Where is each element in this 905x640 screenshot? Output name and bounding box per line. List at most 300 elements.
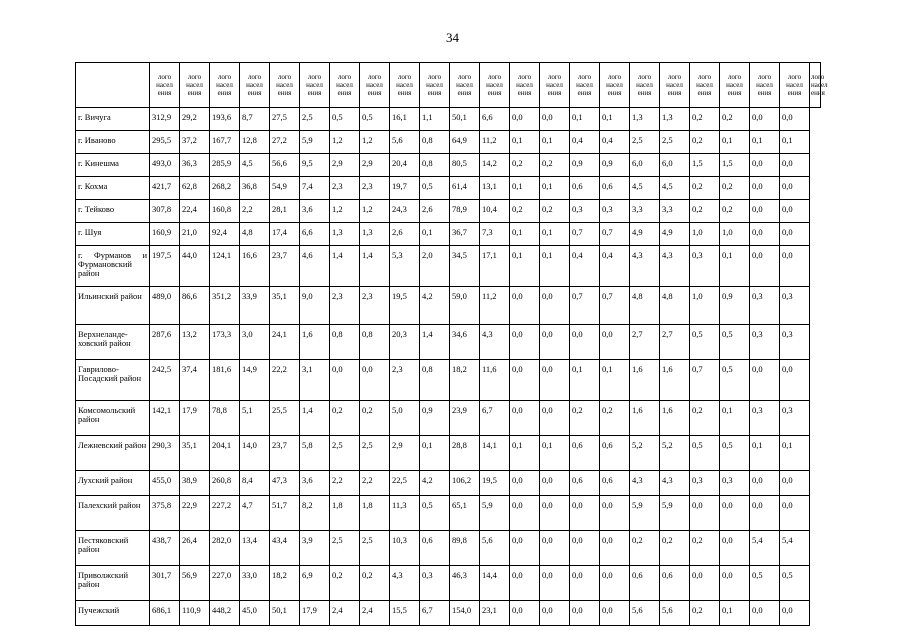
table-cell: 0,0 [510,325,540,360]
table-cell: 0,0 [750,246,780,287]
table-cell: 2,5 [630,131,660,154]
table-cell: 35,1 [270,287,300,325]
table-cell: 0,7 [600,287,630,325]
table-cell: 5,2 [660,436,690,471]
table-cell: 0,6 [600,471,630,496]
table-cell: 0,5 [720,325,750,360]
table-cell: 4,8 [240,223,270,246]
table-cell: 1,6 [660,401,690,436]
table-cell: 260,8 [210,471,240,496]
table-cell: 301,7 [150,566,180,601]
table-row [76,246,821,287]
table-cell: 268,2 [210,177,240,200]
table-cell: 5,9 [300,131,330,154]
table-cell: 6,0 [630,154,660,177]
table-cell: 5,1 [240,401,270,436]
table-cell: 0,3 [690,246,720,287]
table-cell: 0,2 [540,154,570,177]
table-row [76,200,821,223]
table-cell: 51,7 [270,496,300,531]
header-cell: лого насел ения [600,63,630,108]
table-cell: 312,9 [150,108,180,131]
table-cell: 0,0 [750,200,780,223]
table-cell: 0,8 [360,325,390,360]
table-cell: 0,5 [420,177,450,200]
table-cell: 0,3 [570,200,600,223]
table-cell: 0,5 [690,325,720,360]
table-cell: 0,1 [780,436,810,471]
table-cell: 0,0 [540,566,570,601]
table-cell: 5,3 [390,246,420,287]
table-cell: 46,3 [450,566,480,601]
table-header-row [76,63,821,108]
table-cell: 0,4 [570,131,600,154]
header-cell: лого насел ения [660,63,690,108]
table-cell: 0,2 [600,401,630,436]
table-cell: 8,7 [240,108,270,131]
table-cell: 1,2 [360,200,390,223]
table-cell: 5,0 [390,401,420,436]
table-cell: 14,0 [240,436,270,471]
table-cell: 0,2 [690,601,720,626]
table-cell: 0,4 [600,131,630,154]
table-cell: 11,6 [480,360,510,401]
table-cell: 1,8 [330,496,360,531]
table-cell: 5,6 [660,601,690,626]
table-cell: 295,5 [150,131,180,154]
header-cell: лого насел ения [690,63,720,108]
table-cell: 2,3 [390,360,420,401]
table-cell: 0,0 [780,246,810,287]
table-cell: 0,1 [510,131,540,154]
table-cell: 0,0 [780,471,810,496]
row-label: г. Тейково [76,200,150,223]
table-cell: 0,0 [510,401,540,436]
table-cell: 0,0 [600,325,630,360]
table-cell: 0,2 [360,401,390,436]
table-cell: 1,5 [720,154,750,177]
table-cell: 4,6 [300,246,330,287]
table-cell: 1,4 [360,246,390,287]
table-cell: 0,2 [690,177,720,200]
table-cell: 0,8 [420,360,450,401]
row-label: Палехский район [76,496,150,531]
table-cell: 0,0 [600,566,630,601]
table-row [76,360,821,401]
table-cell: 9,5 [300,154,330,177]
table-cell: 285,9 [210,154,240,177]
table-cell: 2,9 [360,154,390,177]
table-cell: 13,2 [180,325,210,360]
table-cell: 3,3 [630,200,660,223]
table-cell: 27,2 [270,131,300,154]
table-cell: 61,4 [450,177,480,200]
header-cell: лого насел ения [780,63,810,108]
data-table [75,62,828,626]
table-cell: 2,0 [420,246,450,287]
row-label: г. Иваново [76,131,150,154]
table-cell: 0,0 [750,177,780,200]
table-cell: 2,6 [420,200,450,223]
table-cell: 4,3 [660,471,690,496]
table-cell: 0,1 [510,246,540,287]
table-cell: 0,3 [420,566,450,601]
table-cell: 0,1 [510,177,540,200]
row-label: Приволжский район [76,566,150,601]
table-cell: 2,5 [330,531,360,566]
table-cell: 62,8 [180,177,210,200]
table-cell: 5,8 [300,436,330,471]
table-cell: 2,2 [330,471,360,496]
table-cell: 35,1 [180,436,210,471]
table-cell: 0,1 [750,131,780,154]
table-row [76,131,821,154]
table-cell: 3,9 [300,531,330,566]
table-cell: 0,0 [750,496,780,531]
table-cell: 0,0 [510,287,540,325]
table-cell: 5,6 [390,131,420,154]
table-cell: 2,4 [330,601,360,626]
table-cell: 0,8 [420,131,450,154]
table-cell: 2,2 [240,200,270,223]
table-cell: 154,0 [450,601,480,626]
table-cell: 2,9 [390,436,420,471]
table-cell: 37,4 [180,360,210,401]
table-cell: 124,1 [210,246,240,287]
table-cell: 0,1 [540,223,570,246]
table-cell: 0,1 [600,108,630,131]
table-cell: 438,7 [150,531,180,566]
row-label: Лухский район [76,471,150,496]
table-cell: 0,0 [540,401,570,436]
table-cell: 4,7 [240,496,270,531]
table-cell: 92,4 [210,223,240,246]
header-cell-name [76,63,150,108]
table-cell: 16,1 [390,108,420,131]
table-cell: 2,5 [360,531,390,566]
table-cell: 24,3 [390,200,420,223]
table-cell: 0,0 [780,223,810,246]
table-cell: 0,6 [660,566,690,601]
header-cell: лого насел ения [210,63,240,108]
table-cell: 0,2 [570,401,600,436]
table-cell: 0,9 [600,154,630,177]
table-cell: 0,1 [540,246,570,287]
table-cell: 19,5 [480,471,510,496]
table-cell: 493,0 [150,154,180,177]
table-cell: 1,2 [330,131,360,154]
table-cell: 43,4 [270,531,300,566]
table-cell: 4,3 [630,471,660,496]
table-row [76,601,821,626]
table-cell: 14,2 [480,154,510,177]
table-cell: 22,5 [390,471,420,496]
table-cell: 0,2 [690,108,720,131]
table-cell: 6,7 [420,601,450,626]
table-cell: 2,2 [360,471,390,496]
table-row [76,566,821,601]
table-cell: 14,4 [480,566,510,601]
table-cell: 18,2 [450,360,480,401]
table-cell: 3,6 [300,200,330,223]
table-cell: 0,7 [570,287,600,325]
table-cell: 1,3 [360,223,390,246]
table-cell: 36,3 [180,154,210,177]
table-cell: 0,8 [330,325,360,360]
table-cell: 0,0 [510,531,540,566]
table-cell: 0,1 [570,108,600,131]
table-cell: 0,2 [540,200,570,223]
table-cell: 64,9 [450,131,480,154]
table-cell: 0,2 [690,131,720,154]
table-cell: 1,6 [630,401,660,436]
header-cell: лого насел ения [360,63,390,108]
table-cell: 1,4 [420,325,450,360]
table-cell: 160,9 [150,223,180,246]
table-cell: 33,0 [240,566,270,601]
table-cell: 0,0 [570,496,600,531]
table-cell: 14,9 [240,360,270,401]
table-cell: 19,7 [390,177,420,200]
table-cell: 4,8 [630,287,660,325]
table-cell: 0,1 [540,177,570,200]
table-cell: 0,0 [360,360,390,401]
table-cell: 0,2 [510,154,540,177]
row-label: г. Кинешма [76,154,150,177]
table-cell: 2,7 [660,325,690,360]
table-cell: 2,3 [330,177,360,200]
table-cell: 0,2 [720,200,750,223]
table-cell: 227,2 [210,496,240,531]
table-cell: 59,0 [450,287,480,325]
table-cell: 0,1 [720,601,750,626]
table-cell: 1,1 [420,108,450,131]
table-cell: 16,6 [240,246,270,287]
table-cell: 1,4 [300,401,330,436]
table-cell: 0,3 [750,401,780,436]
table-cell: 8,4 [240,471,270,496]
table-row [76,108,821,131]
table-cell: 0,0 [540,496,570,531]
table-cell: 17,1 [480,246,510,287]
table-cell: 14,1 [480,436,510,471]
table-cell: 0,0 [540,360,570,401]
table-cell: 34,6 [450,325,480,360]
table-cell: 3,1 [300,360,330,401]
table-cell: 0,0 [570,325,600,360]
table-cell: 0,1 [540,436,570,471]
table-cell: 0,0 [570,566,600,601]
table-cell: 2,4 [360,601,390,626]
table-cell: 0,5 [720,436,750,471]
row-label: Верхнеланде-ховский район [76,325,150,360]
table-cell: 0,0 [510,496,540,531]
table-cell: 11,3 [390,496,420,531]
table-cell: 4,8 [660,287,690,325]
header-cell: лого насел ения [300,63,330,108]
table-cell: 0,5 [690,436,720,471]
table-cell: 0,0 [570,531,600,566]
table-cell: 7,3 [480,223,510,246]
table-cell: 33,9 [240,287,270,325]
row-label: г. Кохма [76,177,150,200]
table-cell: 2,9 [330,154,360,177]
table-cell: 78,9 [450,200,480,223]
table-cell: 0,3 [780,325,810,360]
table-cell: 28,1 [270,200,300,223]
table-cell: 0,7 [570,223,600,246]
table-cell: 0,6 [570,436,600,471]
table-cell: 29,2 [180,108,210,131]
table-cell: 0,0 [600,496,630,531]
header-cell: лого насел ения [480,63,510,108]
table-cell: 80,5 [450,154,480,177]
table-cell: 21,0 [180,223,210,246]
header-cell: лого насел ения [330,63,360,108]
table-cell: 227,0 [210,566,240,601]
table-cell: 86,6 [180,287,210,325]
table-cell: 1,6 [630,360,660,401]
table-cell: 6,9 [300,566,330,601]
table-cell: 0,1 [750,436,780,471]
table-row [76,401,821,436]
table-cell: 0,0 [720,566,750,601]
table-row [76,325,821,360]
table-cell: 13,4 [240,531,270,566]
table-cell: 17,9 [300,601,330,626]
table-cell: 0,1 [510,223,540,246]
table-cell: 0,0 [600,601,630,626]
table-cell: 78,8 [210,401,240,436]
table-cell: 47,3 [270,471,300,496]
row-label: Гаврилово-Посадский район [76,360,150,401]
table-cell: 0,1 [720,401,750,436]
table-cell: 44,0 [180,246,210,287]
table-cell: 1,3 [660,108,690,131]
table-cell: 17,9 [180,401,210,436]
table-cell: 4,3 [480,325,510,360]
table-cell: 0,3 [750,325,780,360]
table-cell: 7,4 [300,177,330,200]
table-row [76,496,821,531]
table-cell: 0,0 [750,223,780,246]
table-cell: 18,2 [270,566,300,601]
table-cell: 19,5 [390,287,420,325]
table-cell: 0,0 [570,601,600,626]
table-cell: 0,0 [540,108,570,131]
table-cell: 0,0 [510,601,540,626]
header-cell: лого насел ения [630,63,660,108]
table-cell: 181,6 [210,360,240,401]
table-cell: 4,9 [630,223,660,246]
table-cell: 36,7 [450,223,480,246]
table-cell: 5,2 [630,436,660,471]
table-cell: 54,9 [270,177,300,200]
table-cell: 0,1 [600,360,630,401]
table-cell: 22,4 [180,200,210,223]
table-cell: 0,2 [720,177,750,200]
table-cell: 11,2 [480,131,510,154]
table-cell: 4,2 [420,287,450,325]
table-cell: 22,9 [180,496,210,531]
table-cell: 2,5 [330,436,360,471]
table-row [76,287,821,325]
table-cell: 9,0 [300,287,330,325]
table-cell: 10,3 [390,531,420,566]
table-cell: 421,7 [150,177,180,200]
table-cell: 89,8 [450,531,480,566]
header-cell: лого насел ения [540,63,570,108]
table-cell: 173,3 [210,325,240,360]
table-cell: 56,6 [270,154,300,177]
row-label: г. Шуя [76,223,150,246]
table-cell: 5,9 [480,496,510,531]
table-cell: 0,0 [540,601,570,626]
table-cell: 0,5 [360,108,390,131]
table-cell: 2,6 [390,223,420,246]
table-cell: 375,8 [150,496,180,531]
table-cell: 106,2 [450,471,480,496]
table-cell: 50,1 [450,108,480,131]
table-cell: 242,5 [150,360,180,401]
page-number: 34 [446,30,459,45]
table-cell: 142,1 [150,401,180,436]
table-cell: 24,1 [270,325,300,360]
table-cell: 0,2 [690,531,720,566]
table-cell: 0,0 [510,360,540,401]
table-cell: 3,6 [300,471,330,496]
table-cell: 27,5 [270,108,300,131]
table-cell: 65,1 [450,496,480,531]
table-cell: 1,2 [330,200,360,223]
table-cell: 0,6 [600,436,630,471]
table-cell: 307,8 [150,200,180,223]
table-cell: 5,9 [660,496,690,531]
header-cell: лого насел ения [270,63,300,108]
table-cell: 0,1 [570,360,600,401]
row-label: Ильинский район [76,287,150,325]
table-cell: 0,0 [540,287,570,325]
table-cell: 0,9 [570,154,600,177]
header-cell: лого насел ения [570,63,600,108]
table-cell: 4,5 [660,177,690,200]
table-cell: 0,2 [660,531,690,566]
table-cell: 5,4 [750,531,780,566]
table-cell: 4,2 [420,471,450,496]
table-cell: 34,5 [450,246,480,287]
header-cell: лого насел ения [720,63,750,108]
table-cell: 13,1 [480,177,510,200]
table-cell: 37,2 [180,131,210,154]
table-cell: 0,3 [600,200,630,223]
table-cell: 8,2 [300,496,330,531]
table-cell: 0,0 [510,566,540,601]
table-cell: 2,5 [300,108,330,131]
table-cell: 160,8 [210,200,240,223]
table-cell: 0,0 [780,200,810,223]
row-label: г. Вичуга [76,108,150,131]
header-cell: лого насел ения [390,63,420,108]
table-cell: 0,6 [630,566,660,601]
table-cell: 448,2 [210,601,240,626]
table-row [76,223,821,246]
table-cell: 4,3 [390,566,420,601]
table-cell: 0,0 [780,601,810,626]
table-cell: 17,4 [270,223,300,246]
table-cell: 686,1 [150,601,180,626]
table-cell: 12,8 [240,131,270,154]
header-cell: лого насел ения [750,63,780,108]
